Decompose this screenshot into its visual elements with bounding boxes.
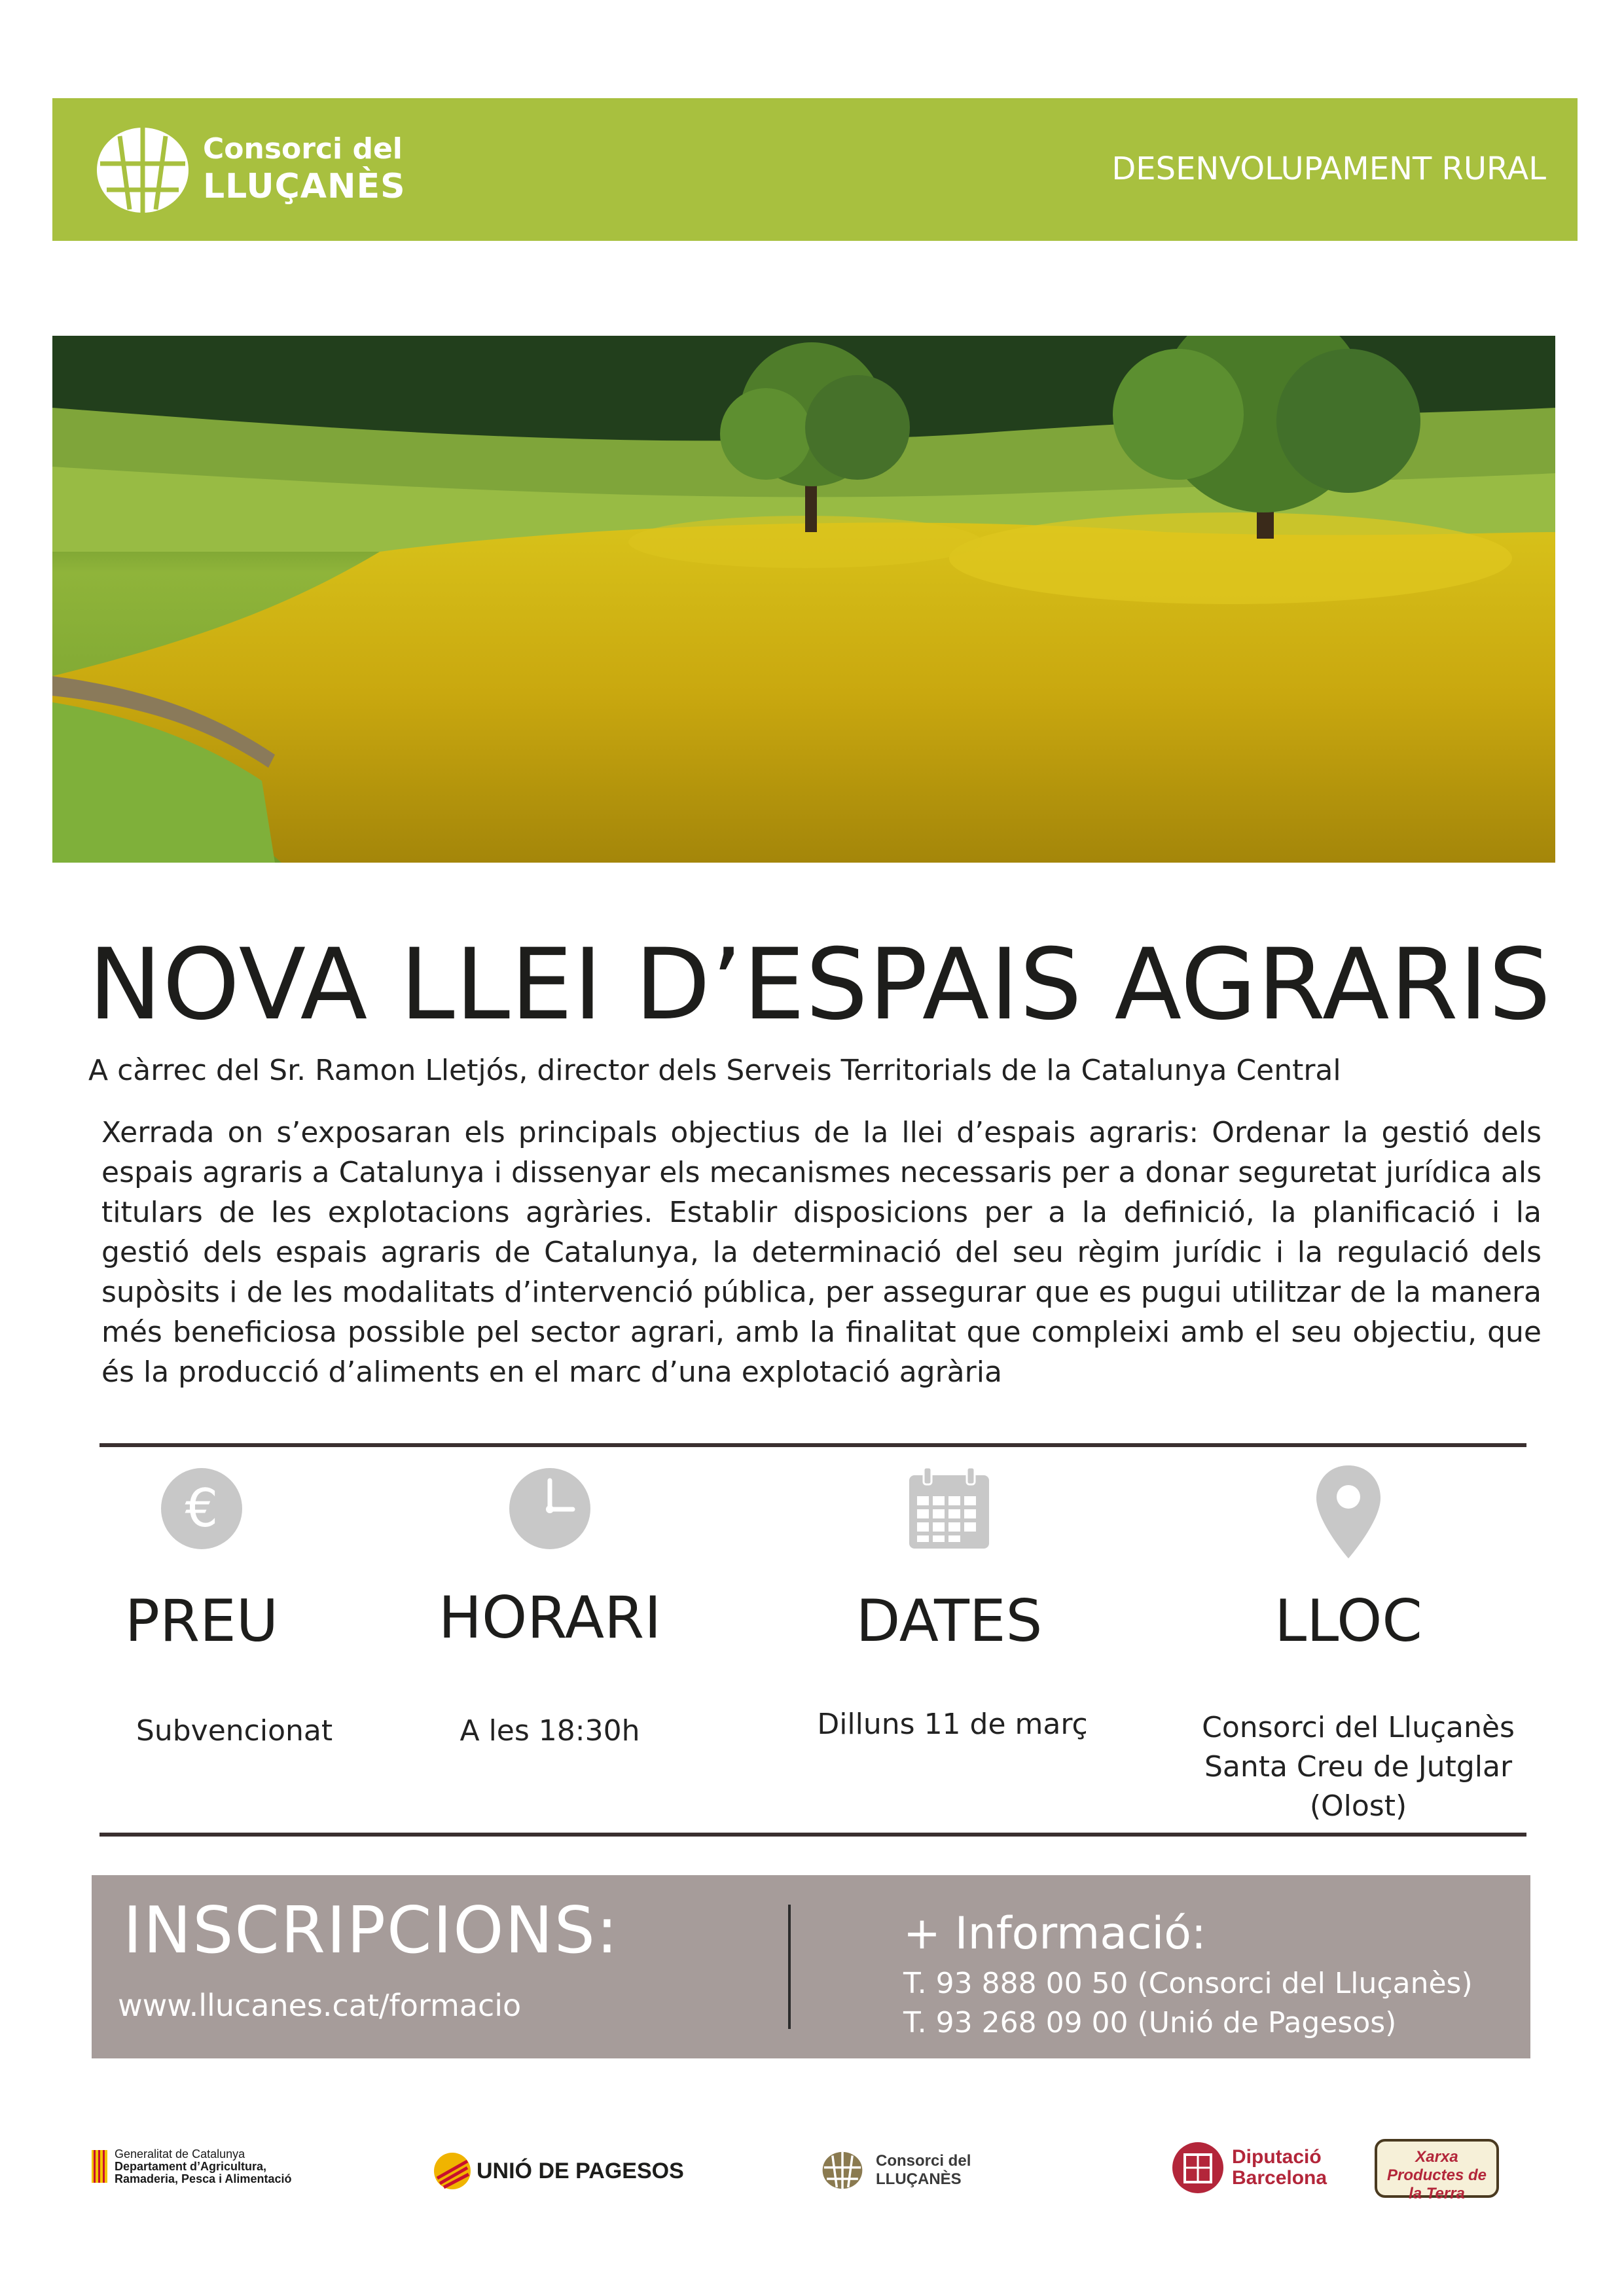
- generalitat-line1: Generalitat de Catalunya: [115, 2147, 245, 2161]
- unio-pagesos-logo-icon: [433, 2152, 471, 2190]
- svg-text:€: €: [185, 1478, 219, 1539]
- unio-pagesos-label: UNIÓ DE PAGESOS: [477, 2159, 684, 2183]
- divider-bottom: [99, 1833, 1526, 1837]
- event-speaker: A càrrec del Sr. Ramon Lletjós, director dels Serveis Territorials de la Catalunya Central: [88, 1054, 1341, 1087]
- header-org-line1: Consorci del: [203, 132, 403, 166]
- generalitat-flag-icon: [92, 2150, 107, 2183]
- xarxa-productes-logo: [1375, 2139, 1499, 2202]
- euro-icon: [159, 1466, 244, 1551]
- phone-unio[interactable]: T. 93 268 09 00 (Unió de Pagesos): [903, 2006, 1397, 2039]
- registration-divider: [788, 1905, 791, 2029]
- schedule-value: A les 18:30h: [460, 1714, 640, 1748]
- location-pin-icon: [1312, 1463, 1384, 1561]
- diputacio-line1: Diputació: [1232, 2146, 1322, 2168]
- registration-title: INSCRIPCIONS:: [123, 1893, 619, 1968]
- price-value: Subvencionat: [135, 1714, 333, 1748]
- place-line2: Santa Creu de Jutglar: [1204, 1750, 1513, 1784]
- consorci-logo-icon: [84, 118, 202, 223]
- place-value: [1175, 1708, 1542, 1826]
- consorci-footer-label: [876, 2152, 971, 2189]
- place-label: LLOC: [1274, 1587, 1422, 1655]
- consorci-footer-logo-icon: [817, 2147, 868, 2194]
- place-line3: (Olost): [1309, 1789, 1407, 1823]
- rapeseed-field-photo: [52, 336, 1555, 863]
- divider-top: [99, 1443, 1526, 1447]
- place-line1: Consorci del Lluçanès: [1202, 1711, 1515, 1744]
- dates-label: DATES: [856, 1587, 1043, 1655]
- generalitat-logo: [115, 2148, 291, 2185]
- more-info-title: + Informació:: [903, 1908, 1206, 1960]
- diputacio-label: [1232, 2147, 1327, 2189]
- consorci-footer-line1: Consorci del: [876, 2152, 971, 2170]
- schedule-label: HORARI: [438, 1584, 662, 1651]
- header-org-line2: LLUÇANÈS: [203, 167, 406, 206]
- header-bar: [52, 98, 1578, 241]
- consorci-footer-line2: LLUÇANÈS: [876, 2170, 962, 2188]
- dates-value: Dilluns 11 de març: [817, 1708, 1088, 1741]
- header-section-label: DESENVOLUPAMENT RURAL: [1111, 151, 1546, 187]
- generalitat-line3: Ramaderia, Pesca i Alimentació: [115, 2172, 292, 2185]
- phone-consorci[interactable]: T. 93 888 00 50 (Consorci del Lluçanès): [903, 1967, 1473, 2000]
- registration-box: [92, 1875, 1530, 2058]
- event-title: NOVA LLEI D’ESPAIS AGRARIS: [88, 928, 1552, 1042]
- event-description: Xerrada on s’exposaran els principals objectius de la llei d’espais agraris: Ordenar la gestió dels espais agraris a Catalunya i dissenyar els mecanismes necessaris per a donar seguretat jurídica als titulars de les explotacions agràries. Establir disposicions per a la definició, la planificació i la gestió dels espais agraris de Catalunya, la determinació del seu règim jurídic i la regulació dels supòsits i de les modalitats d’intervenció pública, per assegurar que es pugui utilitzar de la manera més beneficiosa possible pel sector agrari, amb la finalitat que compleixi amb el seu objectiu, que és la producció d’aliments en el marc d’una explotació agrària: [101, 1116, 1542, 1389]
- xarxa-label: Xarxa Productes de la Terra: [1386, 2148, 1487, 2202]
- clock-icon: [507, 1466, 592, 1551]
- landscape-image: [52, 336, 1555, 863]
- registration-url-link[interactable]: www.llucanes.cat/formacio: [118, 1988, 522, 2023]
- diputacio-line2: Barcelona: [1232, 2167, 1327, 2189]
- diputacio-seal-icon: [1172, 2142, 1224, 2194]
- calendar-icon: [907, 1466, 992, 1551]
- price-label: PREU: [124, 1587, 279, 1655]
- generalitat-line2: Departament d’Agricultura,: [115, 2160, 267, 2173]
